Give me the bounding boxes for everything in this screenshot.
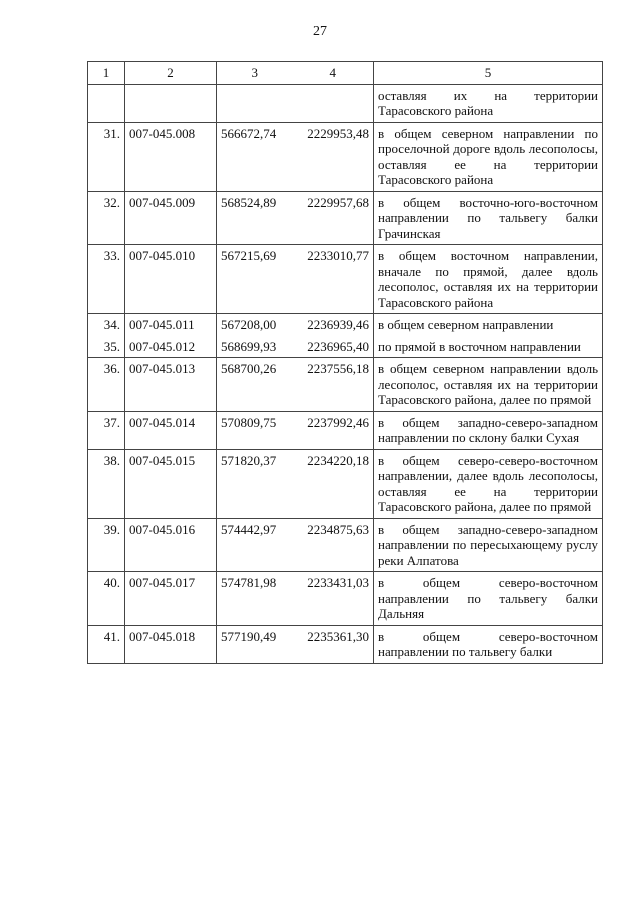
point-code: 007-045.017 (125, 572, 217, 626)
coordinate-y: 2236965,40 (293, 336, 374, 358)
point-code: 007-045.010 (125, 245, 217, 314)
header-col-3: 3 (217, 62, 293, 85)
coordinate-x: 568524,89 (217, 191, 293, 245)
coordinate-y: 2236939,46 (293, 314, 374, 336)
coordinate-y: 2234875,63 (293, 518, 374, 572)
table-row (88, 572, 603, 626)
point-code: 007-045.012 (125, 336, 217, 358)
point-code: 007-045.013 (125, 358, 217, 412)
point-number: 32. (88, 191, 125, 245)
cell-empty (125, 84, 217, 122)
point-number: 34. (88, 314, 125, 336)
point-number: 40. (88, 572, 125, 626)
coordinate-y: 2233010,77 (293, 245, 374, 314)
table-row (88, 314, 603, 336)
table-row (88, 245, 603, 314)
header-col-4: 4 (293, 62, 374, 85)
header-col-1: 1 (88, 62, 125, 85)
coordinate-y: 2237556,18 (293, 358, 374, 412)
point-code: 007-045.009 (125, 191, 217, 245)
table-row (88, 191, 603, 245)
point-number: 33. (88, 245, 125, 314)
cell-empty (217, 84, 293, 122)
boundary-points-table (87, 61, 603, 664)
table-row (88, 625, 603, 663)
table-header-row (88, 62, 603, 85)
coordinate-y: 2234220,18 (293, 449, 374, 518)
direction-description: по прямой в восточном направлении (374, 336, 603, 358)
point-number: 31. (88, 122, 125, 191)
direction-description: в общем северном направлении (374, 314, 603, 336)
coordinate-y: 2229953,48 (293, 122, 374, 191)
coordinate-x: 574781,98 (217, 572, 293, 626)
continuation-row (88, 84, 603, 122)
direction-description: в общем западно-северо-западном направлении по пересыхающему руслу реки Алпатова (374, 518, 603, 572)
direction-description: в общем северном направлении по проселочной дороге вдоль лесополосы, оставляя ее на территории Тарасовского района (374, 122, 603, 191)
coordinate-x: 577190,49 (217, 625, 293, 663)
table-row (88, 122, 603, 191)
point-code: 007-045.015 (125, 449, 217, 518)
coordinate-x: 566672,74 (217, 122, 293, 191)
cell-empty (88, 84, 125, 122)
direction-description: в общем восточно-юго-восточном направлении по тальвегу балки Грачинская (374, 191, 603, 245)
coordinate-x: 570809,75 (217, 411, 293, 449)
direction-description: в общем западно-северо-западном направлении по склону балки Сухая (374, 411, 603, 449)
point-number: 37. (88, 411, 125, 449)
table-row (88, 358, 603, 412)
table-row (88, 518, 603, 572)
table-row (88, 411, 603, 449)
point-number: 38. (88, 449, 125, 518)
continuation-description: оставляя их на территории Тарасовского района (374, 84, 603, 122)
point-code: 007-045.011 (125, 314, 217, 336)
cell-empty (293, 84, 374, 122)
direction-description: в общем северо-восточном направлении по тальвегу балки (374, 625, 603, 663)
coordinate-y: 2237992,46 (293, 411, 374, 449)
point-code: 007-045.014 (125, 411, 217, 449)
direction-description: в общем северном направлении вдоль лесополос, оставляя их на территории Тарасовского района, далее по прямой (374, 358, 603, 412)
point-code: 007-045.008 (125, 122, 217, 191)
point-number: 41. (88, 625, 125, 663)
coordinate-x: 568700,26 (217, 358, 293, 412)
point-number: 39. (88, 518, 125, 572)
direction-description: в общем восточном направлении, вначале по прямой, далее вдоль лесополос, оставляя их на территории Тарасовского района (374, 245, 603, 314)
page-number: 27 (313, 24, 327, 39)
coordinate-y: 2229957,68 (293, 191, 374, 245)
coordinate-x: 567208,00 (217, 314, 293, 336)
point-code: 007-045.016 (125, 518, 217, 572)
point-number: 36. (88, 358, 125, 412)
coordinate-x: 568699,93 (217, 336, 293, 358)
direction-description: в общем северо-северо-восточном направлении, далее вдоль лесополосы, оставляя ее на территории Тарасовского района, далее по прямой (374, 449, 603, 518)
point-number: 35. (88, 336, 125, 358)
coordinate-y: 2233431,03 (293, 572, 374, 626)
coordinate-y: 2235361,30 (293, 625, 374, 663)
coordinate-x: 571820,37 (217, 449, 293, 518)
header-col-2: 2 (125, 62, 217, 85)
point-code: 007-045.018 (125, 625, 217, 663)
direction-description: в общем северо-восточном направлении по тальвегу балки Дальняя (374, 572, 603, 626)
header-col-5: 5 (374, 62, 603, 85)
table-row (88, 449, 603, 518)
coordinate-x: 574442,97 (217, 518, 293, 572)
coordinate-x: 567215,69 (217, 245, 293, 314)
table-row (88, 336, 603, 358)
